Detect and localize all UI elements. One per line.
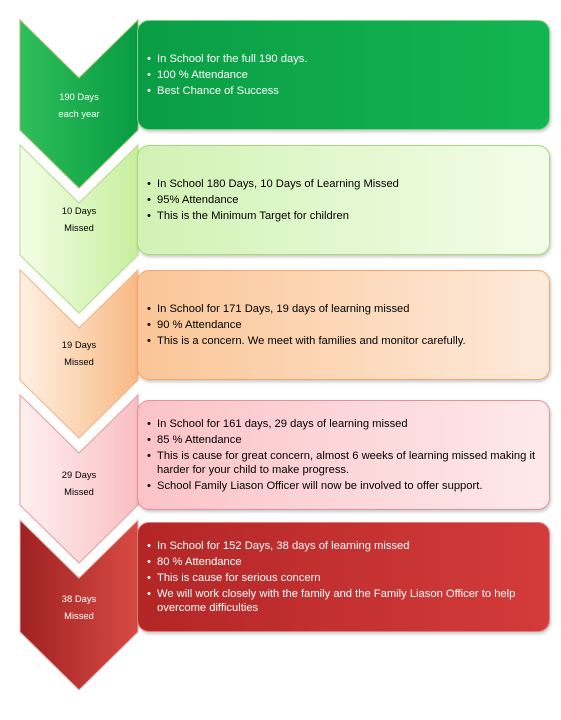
stage-5-bullet-4: • We will work closely with the family and the Family Liason Officer to help overcome difficulties [147,587,541,615]
stage-3-bullet-2: • 90 % Attendance [147,318,541,332]
stage-3-label-line-2: Missed [64,356,94,367]
stage-1-bullet-1: • In School for the full 190 days. [147,52,541,66]
stage-2-bullet-2: • 95% Attendance [147,193,541,207]
stage-1-label-line-2: each year [58,108,100,119]
stage-3-bullet-3: • This is a concern. We meet with families and monitor carefully. [147,334,541,348]
stage-5-label-line-1: 38 Days [61,593,97,604]
stage-5-bullet-2: • 80 % Attendance [147,555,541,569]
stage-1-box [137,20,550,130]
stage-4-bullet-4: • School Family Liason Officer will now be involved to offer support. [147,479,541,493]
stage-4-box [137,400,550,510]
stage-2-label-line-2: Missed [64,222,94,233]
stage-4-label [20,466,138,500]
stage-3-bullet-1: • In School for 171 Days, 19 days of learning missed [147,302,541,316]
stage-3-label-line-1: 19 Days [61,339,97,350]
stage-3-box [137,270,550,380]
stage-4-label-line-2: Missed [64,486,94,497]
stage-2-label-line-1: 10 Days [61,205,97,216]
stage-1-bullet-2: • 100 % Attendance [147,68,541,82]
stage-5-bullet-3: • This is cause for serious concern [147,571,541,585]
stage-4-bullet-2: • 85 % Attendance [147,433,541,447]
stage-2-bullet-1: • In School 180 Days, 10 Days of Learning Missed [147,177,541,191]
stage-2-label [20,202,138,236]
stage-5-box [137,522,550,632]
stage-5-label [20,590,138,624]
stage-2-bullet-3: • This is the Minimum Target for children [147,209,541,223]
stage-1-bullet-3: • Best Chance of Success [147,84,541,98]
stage-3-label [20,336,138,370]
stage-4-label-line-1: 29 Days [61,469,97,480]
stage-4-bullet-3: • This is cause for great concern, almost 6 weeks of learning missed making it harder for your child to make progress. [147,449,541,477]
stage-1-label [20,88,138,122]
stage-2-box [137,145,550,255]
stage-5-label-line-2: Missed [64,610,94,621]
stage-4-bullet-1: • In School for 161 days, 29 days of learning missed [147,417,541,431]
stage-1-label-line-1: 190 Days [59,91,99,102]
stage-5-bullet-1: • In School for 152 Days, 38 days of learning missed [147,539,541,553]
